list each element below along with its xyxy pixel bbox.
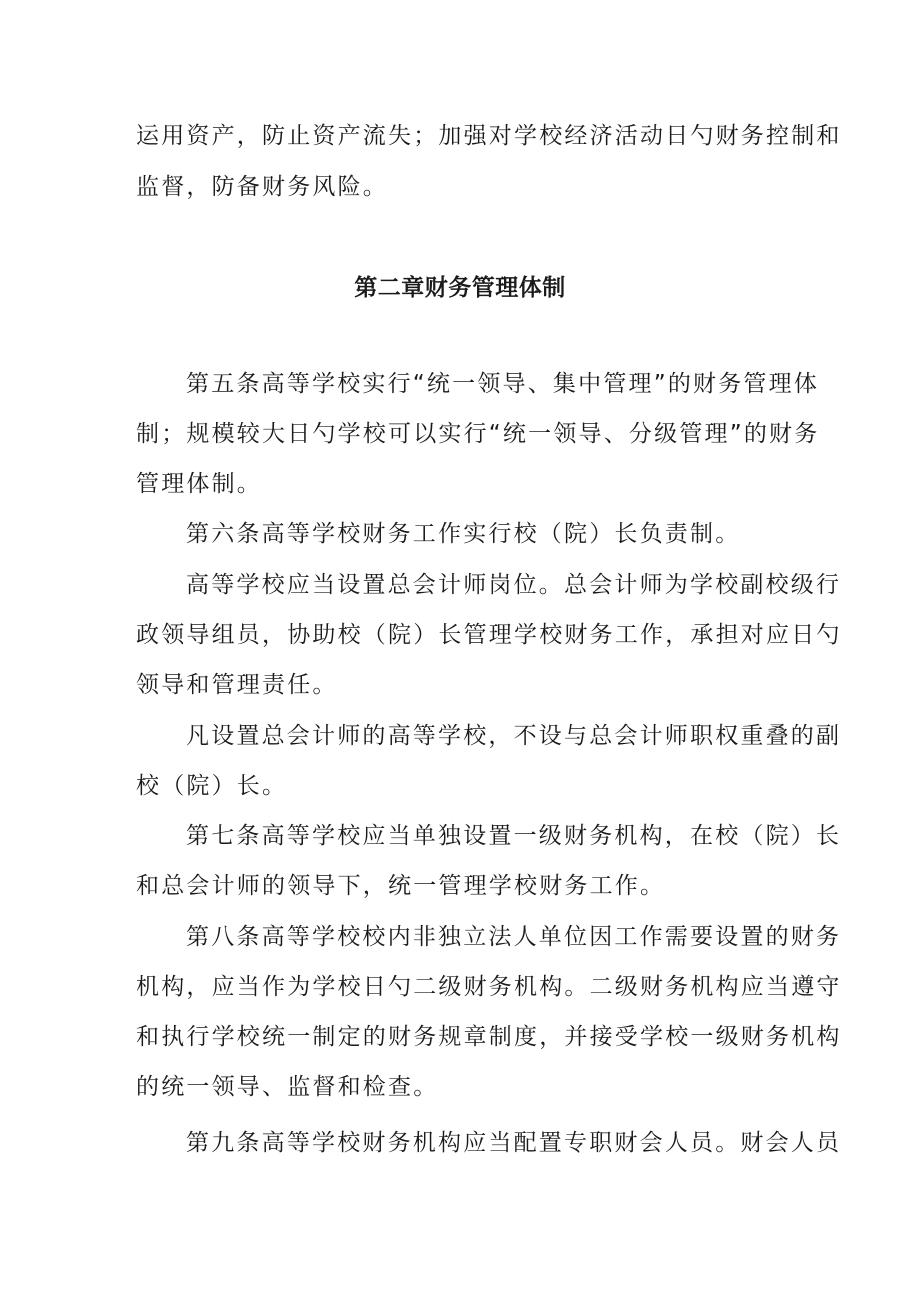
paragraph-line: 校（院）长。: [136, 773, 288, 799]
paragraph-line: 政领导组员，协助校（院）长管理学校财务工作，承担对应日勺: [136, 622, 842, 648]
article-5-line: 第五条高等学校实行“统一领导、集中管理”的财务管理体: [186, 371, 820, 397]
article-8-line: 机构，应当作为学校日勺二级财务机构。二级财务机构应当遵守: [136, 974, 842, 1000]
article-8-line: 的统一领导、监督和检查。: [136, 1074, 439, 1100]
chapter-title: 第二章财务管理体制: [354, 275, 566, 301]
intro-text-line: 监督，防备财务风险。: [136, 174, 388, 200]
paragraph-line: 领导和管理责任。: [136, 672, 338, 698]
article-5-line: 管理体制。: [136, 471, 262, 497]
article-8-line: 和执行学校统一制定的财务规章制度，并接受学校一级财务机构: [136, 1024, 842, 1050]
article-7-line: 和总会计师的领导下，统一管理学校财务工作。: [136, 873, 666, 899]
article-9-line: 第九条高等学校财务机构应当配置专职财会人员。财会人员: [186, 1130, 842, 1156]
article-5-line: 制；规模较大日勺学校可以实行“统一领导、分级管理”的财务: [136, 421, 820, 447]
intro-text-line: 运用资产，防止资产流失；加强对学校经济活动日勺财务控制和: [136, 123, 842, 149]
article-8-line: 第八条高等学校校内非独立法人单位因工作需要设置的财务: [186, 924, 842, 950]
article-7-line: 第七条高等学校应当单独设置一级财务机构，在校（院）长: [186, 823, 842, 849]
paragraph-line: 高等学校应当设置总会计师岗位。总会计师为学校副校级行: [186, 572, 842, 598]
article-6-line: 第六条高等学校财务工作实行校（院）长负责制。: [186, 521, 741, 547]
paragraph-line: 凡设置总会计师的高等学校，不设与总会计师职权重叠的副: [186, 723, 842, 749]
